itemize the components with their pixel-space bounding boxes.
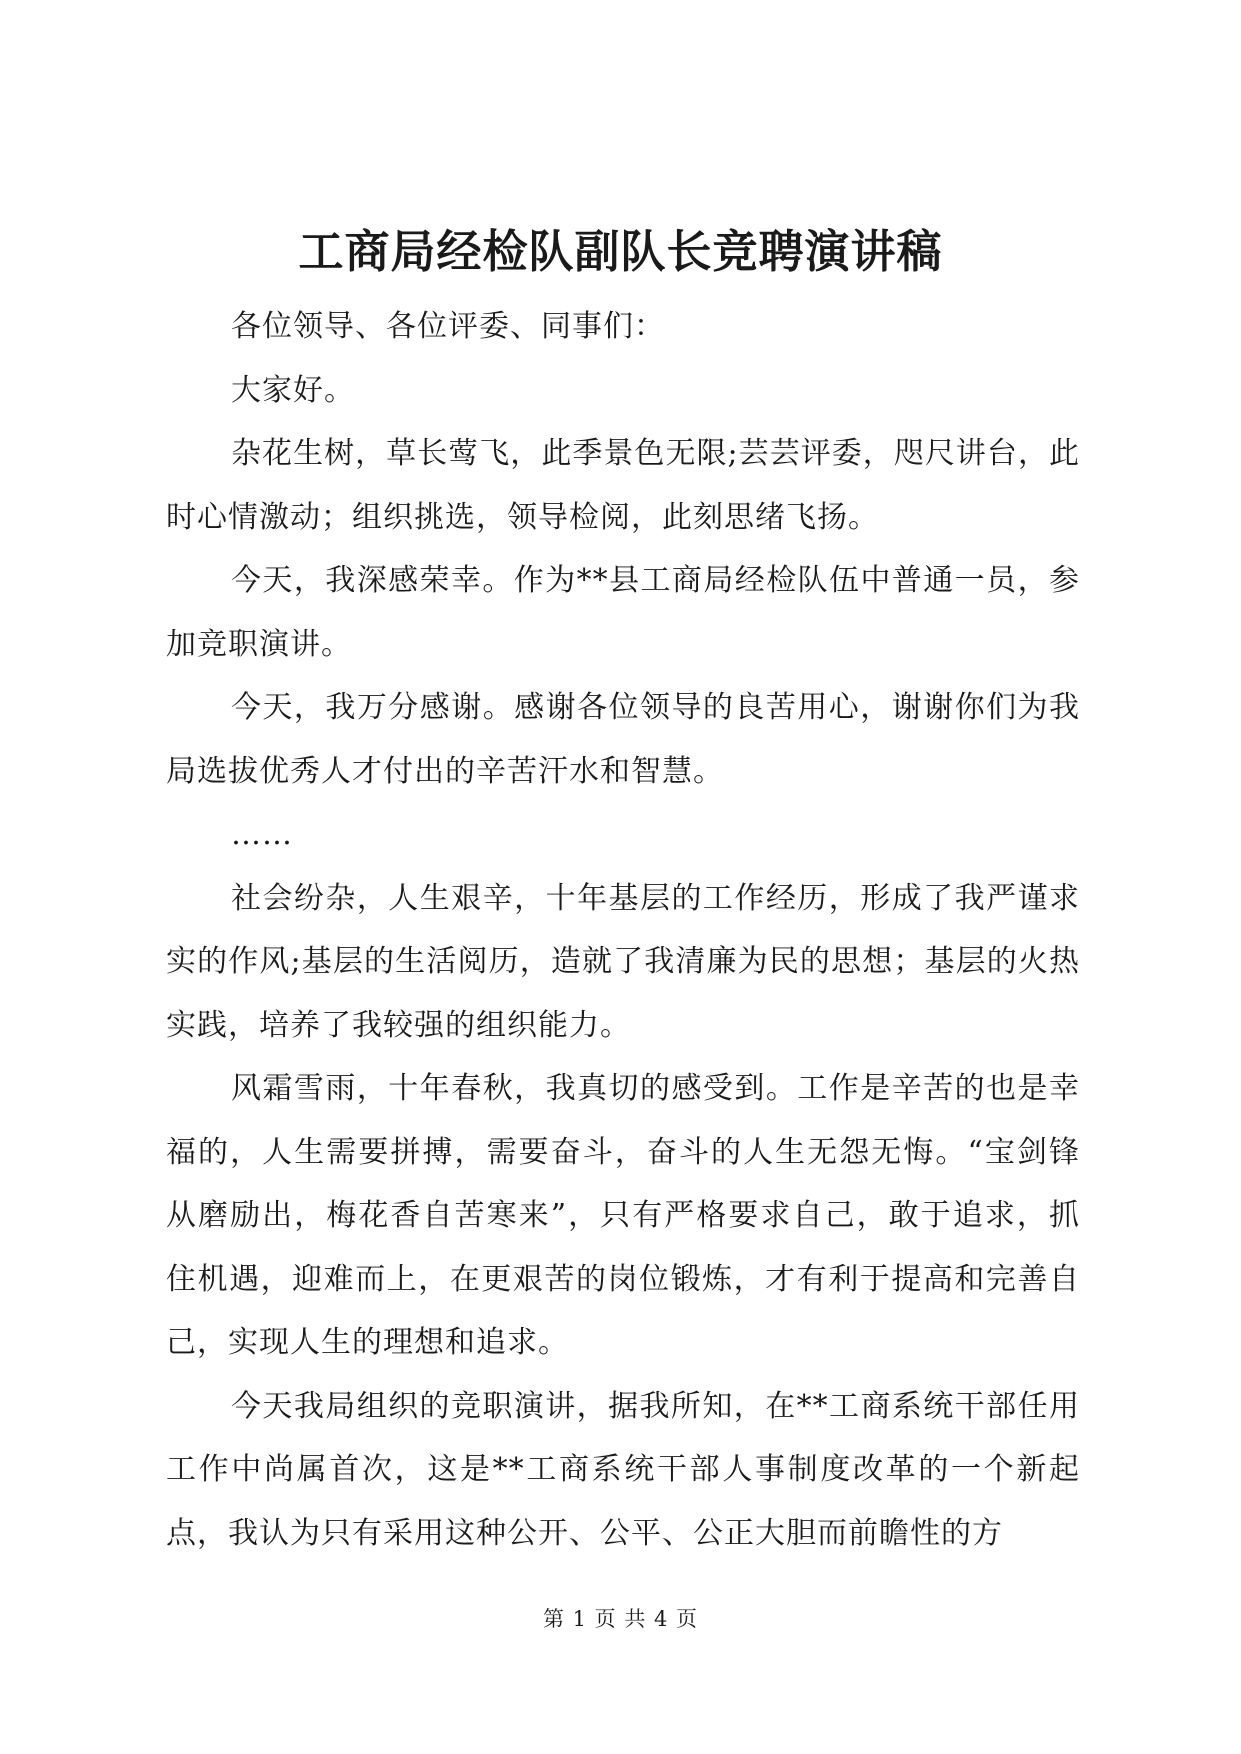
- document-title: 工商局经检队副队长竞聘演讲稿: [298, 225, 943, 278]
- paragraph-greeting: 大家好。: [231, 372, 355, 408]
- paragraph-salutation: 各位领导、各位评委、同事们：: [231, 309, 665, 344]
- paragraph: 风霜雪雨，十年春秋，我真切的感受到。工作是辛苦的也是幸福的，人生需要拼搏，需要奋斗，奋斗的人生无怨无悔。“宝剑锋从磨励出，梅花香自苦寒来”，只有严格要求自己，敢于追求，抓住机遇，迎难而上，在更艰苦的岗位锻炼，才有利于提高和完善自己，实现人生的理想和追求。: [166, 1071, 1080, 1360]
- paragraph-ellipsis: ……: [231, 817, 293, 852]
- document-body: [166, 295, 1080, 1565]
- paragraph: 今天，我万分感谢。感谢各位领导的良苦用心，谢谢你们为我局选拔优秀人才付出的辛苦汗水和智慧。: [166, 690, 1080, 789]
- page-footer: [0, 1604, 1241, 1634]
- paragraph: 今天，我深感荣幸。作为**县工商局经检队伍中普通一员，参加竞职演讲。: [166, 563, 1080, 662]
- paragraph: 杂花生树，草长莺飞，此季景色无限;芸芸评委，咫尺讲台，此时心情激动；组织挑选，领导检阅，此刻思绪飞扬。: [166, 436, 1080, 535]
- paragraph: 社会纷杂，人生艰辛，十年基层的工作经历，形成了我严谨求实的作风;基层的生活阅历，造就了我清廉为民的思想；基层的火热实践，培养了我较强的组织能力。: [166, 880, 1080, 1043]
- paragraph: 今天我局组织的竞职演讲，据我所知，在**工商系统干部任用工作中尚属首次，这是**工商系统干部人事制度改革的一个新起点，我认为只有采用这种公开、公平、公正大胆而前瞻性的方: [166, 1388, 1080, 1551]
- page-number-label: 第 1 页 共 4 页: [542, 1607, 699, 1631]
